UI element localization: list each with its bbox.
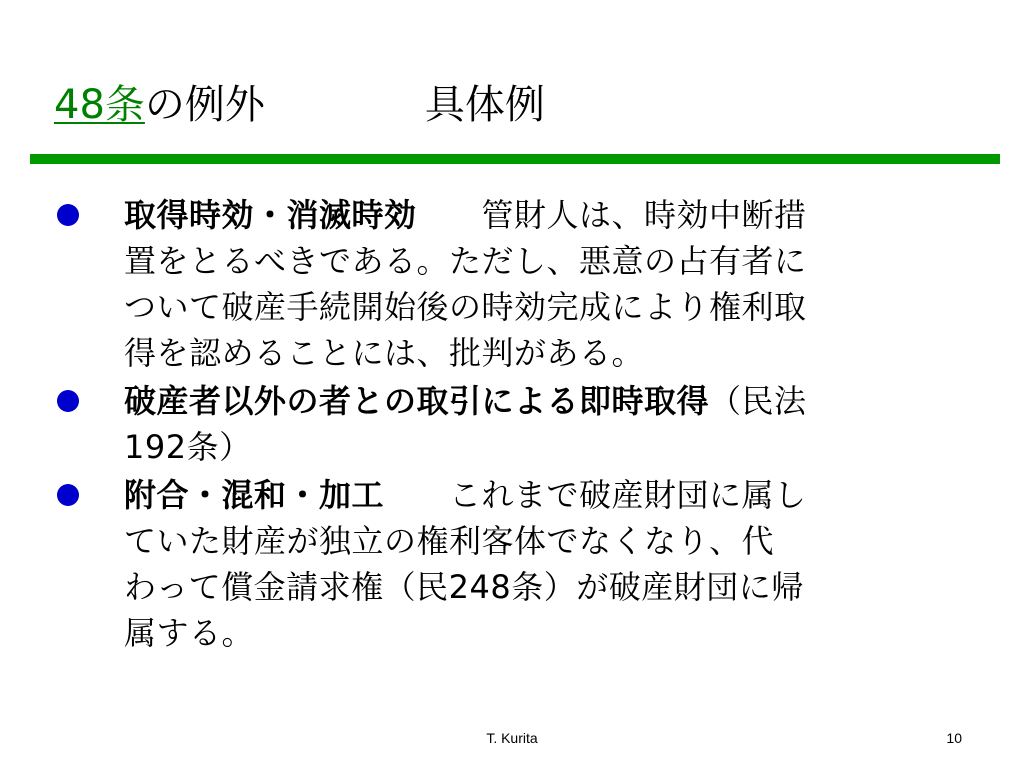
bullet-item: [56, 192, 976, 376]
bullet-text: [124, 472, 976, 656]
page-number: 10: [946, 730, 962, 746]
bullet-body: これまで破産財団に属し ていた財産が独立の権利客体でなくなり、代 わって償金請求権（民248条）が破産財団に帰 属する。: [124, 476, 807, 652]
bullet-heading: 附合・混和・加工: [124, 476, 385, 514]
bullet-list: [56, 192, 976, 658]
bullet-dot-icon: [57, 204, 79, 226]
bullet-body: （民法 192条）: [124, 382, 807, 466]
bullet-body: 管財人は、時効中断措 置をとるべきである。ただし、悪意の占有者に ついて破産手続開始後の時効完成により権利取 得を認めることには、批判がある。: [124, 196, 807, 372]
bullet-heading: 破産者以外の者との取引による即時取得: [124, 382, 710, 420]
footer-author: T. Kurita: [486, 730, 538, 746]
title-divider: [30, 154, 1000, 164]
bullet-item: [56, 378, 976, 470]
bullet-dot-icon: [57, 484, 79, 506]
bullet-item: [56, 472, 976, 656]
slide-title: [54, 80, 545, 130]
bullet-text: [124, 192, 976, 376]
title-rest: の例外 具体例: [144, 82, 545, 128]
title-link-article-48[interactable]: 48条: [54, 82, 145, 128]
bullet-heading: 取得時効・消滅時効: [124, 196, 417, 234]
bullet-dot-icon: [57, 390, 79, 412]
bullet-text: [124, 378, 976, 470]
